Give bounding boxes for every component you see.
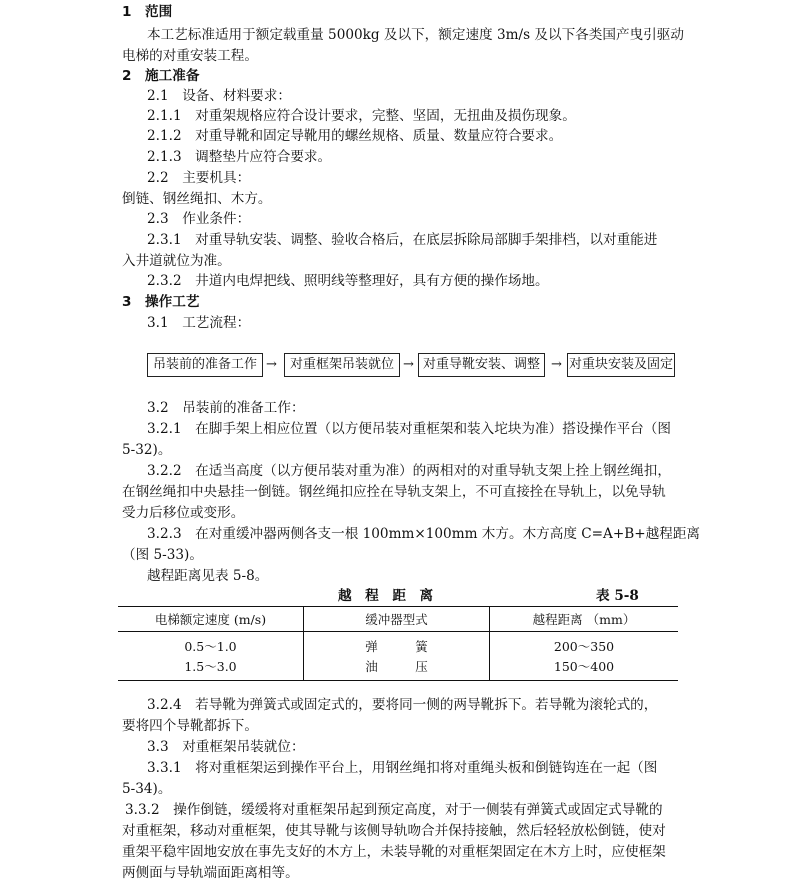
paragraph-line: 2.1.1 对重架规格应符合设计要求，完整、坚固，无扭曲及损伤现象。 bbox=[147, 108, 576, 124]
paragraph-line: 3.3.2 操作倒链，缓缓将对重框架吊起到预定高度，对于一侧装有弹簧式或固定式导靴的 bbox=[125, 802, 663, 818]
table-cell: 150～400 bbox=[490, 656, 679, 681]
paragraph-line: 要将四个导靴都拆下。 bbox=[122, 718, 258, 734]
flow-arrow-icon: → bbox=[551, 357, 562, 372]
paragraph-line: 越程距离见表 5-8。 bbox=[147, 568, 269, 584]
table-row bbox=[118, 632, 678, 657]
paragraph-line: 入井道就位为准。 bbox=[122, 253, 231, 269]
table-cell: 弹 簧 bbox=[304, 632, 490, 657]
paragraph-line: 3.2.4 若导靴为弹簧式或固定式的，要将同一侧的两导靴拆下。若导靴为滚轮式的， bbox=[147, 697, 658, 713]
paragraph-line: 重架平稳牢固地安放在事先支好的木方上，未装导靴的对重框架固定在木方上时，应使框架 bbox=[122, 844, 666, 860]
table-title: 越 程 距 离 bbox=[338, 588, 434, 604]
paragraph-line: 2.3.2 井道内电焊把线、照明线等整理好，具有方便的操作场地。 bbox=[147, 273, 549, 289]
flow-step-1: 吊装前的准备工作 bbox=[147, 353, 263, 377]
subsection-heading: 2.3 作业条件： bbox=[147, 211, 251, 227]
table-cell: 1.5～3.0 bbox=[118, 656, 304, 681]
paragraph-line: 3.2.3 在对重缓冲器两侧各支一根 100mm×100mm 木方。木方高度 C=A+B+越程距离 bbox=[147, 526, 701, 542]
flow-arrow-icon: → bbox=[266, 357, 277, 372]
subsection-heading: 2.1 设备、材料要求： bbox=[147, 88, 291, 104]
flow-arrow-icon: → bbox=[403, 357, 414, 372]
paragraph-line: 2.1.3 调整垫片应符合要求。 bbox=[147, 149, 332, 165]
paragraph-line: 对重框架，移动对重框架，使其导靴与该侧导轨吻合并保持接触，然后轻轻放松倒链，使对 bbox=[122, 823, 666, 839]
paragraph-line: 2.1.2 对重导靴和固定导靴用的螺丝规格、质量、数量应符合要求。 bbox=[147, 128, 563, 144]
paragraph-line: 5-32)。 bbox=[122, 442, 172, 458]
flow-step-2: 对重框架吊装就位 bbox=[284, 353, 400, 377]
paragraph-line: 3.3.1 将对重框架运到操作平台上，用钢丝绳扣将对重绳头板和倒链钩连在一起（图 bbox=[147, 760, 658, 776]
subsection-heading: 3.2 吊装前的准备工作： bbox=[147, 400, 305, 416]
section-heading-3: 3 操作工艺 bbox=[122, 294, 200, 310]
table-cell: 0.5～1.0 bbox=[118, 632, 304, 657]
table-cell: 200～350 bbox=[553, 639, 615, 654]
paragraph-line: 两侧面与导轨端面距离相等。 bbox=[122, 865, 299, 881]
paragraph-line: 3.2.2 在适当高度（以方便吊装对重为准）的两相对的对重导轨支架上拴上钢丝绳扣， bbox=[147, 463, 671, 479]
column-header: 越程距离 （mm） bbox=[490, 607, 679, 632]
table-cell: 油 压 bbox=[304, 656, 490, 681]
paragraph-line: 3.2.1 在脚手架上相应位置（以方便吊装对重框架和装入坨块为准）搭设操作平台（图 bbox=[147, 421, 671, 437]
paragraph-line: 受力后移位或变形。 bbox=[122, 505, 245, 521]
table-header-row bbox=[118, 607, 678, 632]
subsection-heading: 3.3 对重框架吊装就位： bbox=[147, 739, 305, 755]
section-heading-2: 2 施工准备 bbox=[122, 68, 200, 84]
paragraph-line: 在钢丝绳扣中央悬挂一倒链。钢丝绳扣应拴在导轨支架上，不可直接拴在导轨上，以免导轨 bbox=[122, 484, 666, 500]
table-row bbox=[118, 656, 678, 681]
flow-step-4: 对重块安装及固定 bbox=[567, 353, 675, 377]
flow-step-3: 对重导靴安装、调整 bbox=[418, 353, 545, 377]
paragraph-line: 倒链、钢丝绳扣、木方。 bbox=[122, 191, 272, 207]
column-header: 电梯额定速度 (m/s) bbox=[118, 607, 304, 632]
paragraph-line: 2.3.1 对重导轨安装、调整、验收合格后，在底层拆除局部脚手架排档，以对重能进 bbox=[147, 232, 658, 248]
table-number: 表 5-8 bbox=[596, 588, 639, 604]
column-header: 缓冲器型式 bbox=[304, 607, 490, 632]
paragraph-line: 电梯的对重安装工程。 bbox=[122, 48, 258, 64]
subsection-heading: 2.2 主要机具： bbox=[147, 170, 251, 186]
section-heading-1: 1 范围 bbox=[122, 4, 173, 20]
paragraph-line: （图 5-33)。 bbox=[122, 547, 203, 563]
paragraph-line: 5-34)。 bbox=[122, 781, 172, 797]
subsection-heading: 3.1 工艺流程： bbox=[147, 315, 251, 331]
paragraph-line: 本工艺标准适用于额定载重量 5000kg 及以下，额定速度 3m/s 及以下各类国产曳引驱动 bbox=[147, 27, 684, 43]
overtravel-table bbox=[118, 606, 678, 681]
